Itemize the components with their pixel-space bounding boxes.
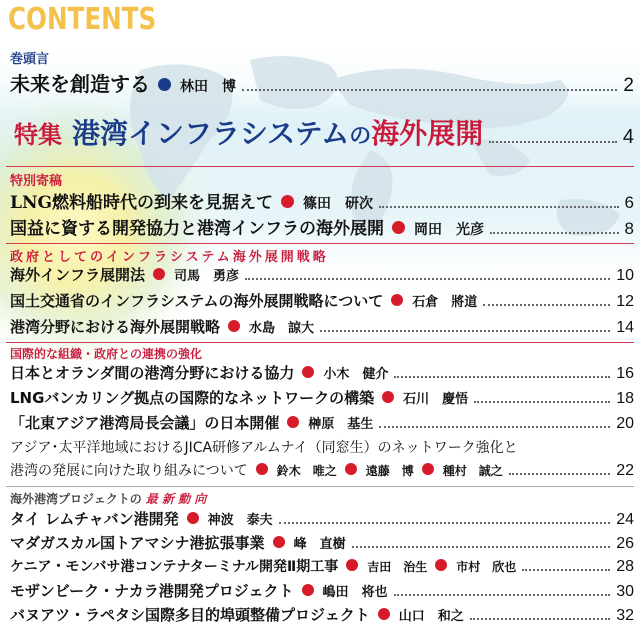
entry-title: LNGバンカリング拠点の国際的なネットワークの構築 [10,389,375,407]
toc-entry[interactable] [10,290,634,311]
section-divider [6,486,634,487]
bullet-icon [153,268,165,280]
feature-page: 4 [622,126,634,148]
entry-author: 山口 和之 [398,609,464,624]
dot-leader [352,545,611,548]
toc-entry[interactable] [10,604,634,625]
entry-author: 岡田 光彦 [414,222,484,238]
entry-author: 司馬 勇彦 [174,269,240,284]
section-projects [10,490,206,507]
entry-page: 12 [616,293,634,310]
entry-author: 鈴木 唯之 [276,464,337,478]
dot-leader [242,88,617,91]
bullet-icon [422,463,434,475]
entry-author: 市村 欣也 [456,560,517,574]
dot-leader [489,141,617,143]
entry-page: 30 [616,583,634,600]
entry-page: 24 [616,511,634,528]
toc-entry[interactable] [10,532,634,553]
section-seifu: 政府としてのインフラシステム海外展開戦略 [10,250,329,265]
toc-entry[interactable] [10,556,634,576]
section-projects-emphasis: 最 新 動 向 [145,492,207,506]
section-kokusai: 国際的な組織・政府との連携の強化 [10,347,203,361]
bullet-icon [158,78,171,91]
page-title: CONTENTS [8,2,157,37]
dot-leader [320,329,610,332]
entry-page: 32 [616,607,634,624]
entry-author: 峰 直樹 [293,537,346,552]
bullet-icon [302,366,314,378]
entry-title: 港湾分野における海外展開戦略 [10,318,221,336]
dot-leader [394,375,610,378]
entry-author: 石川 慶悟 [403,392,469,407]
foreword-title: 未来を創造する [10,72,150,96]
dot-leader [379,205,619,208]
dot-leader [379,425,610,428]
feature-title-part2: の [349,123,372,149]
entry-page: 16 [616,365,634,382]
bullet-icon [345,463,357,475]
bullet-icon [391,294,403,306]
entry-title: 海外インフラ展開法 [10,266,146,284]
entry-author: 神波 泰夫 [207,513,273,528]
entry-page: 18 [616,390,634,407]
dot-leader [522,568,610,571]
section-divider [6,166,634,167]
bullet-icon [256,463,268,475]
dot-leader [279,521,611,524]
entry-page: 20 [616,415,634,432]
section-divider [6,342,634,343]
feature-entry[interactable] [14,112,634,152]
dot-leader [509,472,610,475]
toc-entry-line1[interactable] [10,437,634,457]
entry-title: 日本とオランダ間の港湾分野における協力 [10,364,295,382]
bullet-icon [435,559,447,571]
entry-author: 榊原 基生 [308,417,374,432]
bullet-icon [228,320,240,332]
entry-title: ケニア・モンバサ港コンテナターミナル開発Ⅱ期工事 [10,559,339,575]
entry-page: 10 [616,267,634,284]
bullet-icon [382,391,394,403]
bullet-icon [287,416,299,428]
entry-title: 「北東アジア港湾局長会議」の日本開催 [10,414,280,432]
entry-page: 14 [616,319,634,336]
entry-author: 水島 諒大 [249,321,315,336]
entry-page: 28 [616,558,634,575]
entry-author: 石倉 將道 [412,295,478,310]
bullet-icon [281,195,294,208]
dot-leader [394,593,611,596]
entry-page: 6 [624,193,634,212]
feature-title-part1: 港湾インフラシステム [72,117,350,150]
toc-entry[interactable] [10,580,634,601]
dot-leader [490,231,619,234]
entry-page: 8 [624,219,634,238]
toc-entry[interactable] [10,214,634,239]
entry-title: 国土交通省のインフラシステムの海外展開戦略について [10,292,384,310]
dot-leader [474,400,610,403]
foreword-section-label: 巻頭言 [10,52,50,67]
dot-leader [470,617,610,620]
toc-entry[interactable] [10,412,634,433]
entry-author: 小木 健介 [323,367,389,382]
toc-entry-line2[interactable] [10,460,634,480]
dot-leader [483,303,610,306]
entry-title: バヌアツ・ラペタシ国際多目的埠頭整備プロジェクト [10,606,370,624]
entry-author: 種村 誠之 [442,464,503,478]
section-divider [6,243,634,244]
entry-title: モザンビーク・ナカラ港開発プロジェクト [10,582,294,600]
bullet-icon [346,559,358,571]
feature-label: 特集 [14,120,62,149]
section-tokubetsu: 特別寄稿 [10,174,63,189]
entry-title-continued: 港湾の発展に向けた取り組みについて [10,463,248,479]
foreword-entry[interactable] [10,68,634,97]
bullet-icon [392,221,405,234]
toc-entry[interactable] [10,188,634,213]
entry-title: アジア･太平洋地域におけるJICA研修アルムナイ（同窓生）のネットワーク強化と [10,440,518,456]
section-projects-prefix: 海外港湾プロジェクトの [10,492,142,506]
toc-entry[interactable] [10,508,634,529]
entry-author: 嶋田 将也 [322,585,388,600]
dot-leader [245,277,610,280]
toc-entry[interactable] [10,264,634,285]
entry-author: 吉田 治生 [367,560,428,574]
toc-entry[interactable] [10,316,634,337]
bullet-icon [378,608,390,620]
entry-author: 篠田 研次 [303,196,374,212]
entry-title: LNG燃料船時代の到来を見据えて [10,193,274,213]
feature-title-part3: 海外展開 [371,117,484,150]
entry-page: 26 [616,535,634,552]
bullet-icon [187,512,199,524]
foreword-page: 2 [623,75,634,96]
entry-page: 22 [616,462,634,479]
bullet-icon [273,536,285,548]
entry-title: タイ レムチャバン港開発 [10,510,179,528]
bullet-icon [302,584,314,596]
foreword-author: 林田 博 [180,79,236,95]
toc-entry[interactable] [10,362,634,383]
toc-entry[interactable] [10,387,634,408]
entry-title: マダガスカル国トアマシナ港拡張事業 [10,534,265,552]
entry-author: 遠藤 博 [365,464,414,478]
entry-title: 国益に資する開発協力と港湾インフラの海外展開 [10,219,384,239]
